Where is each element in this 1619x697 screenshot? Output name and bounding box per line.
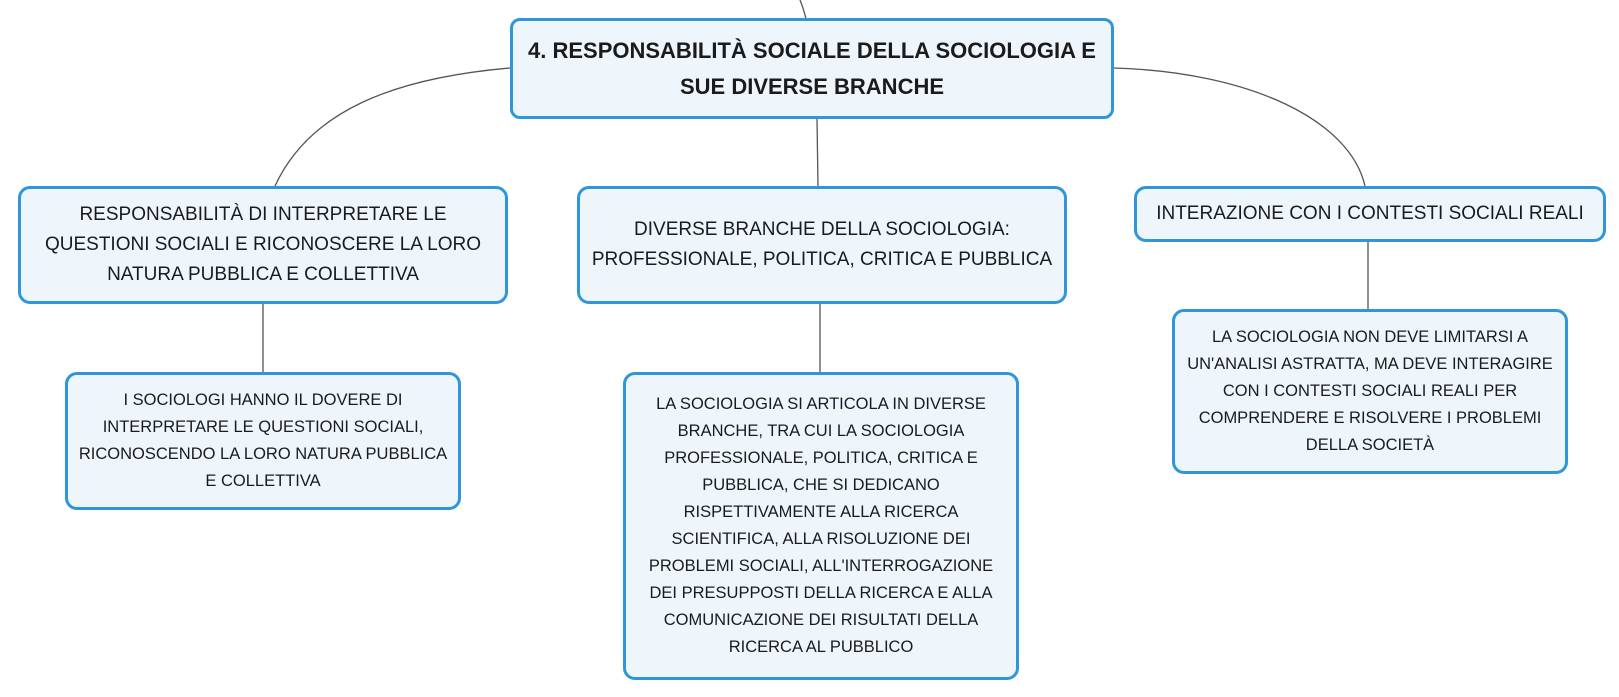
leaf-node-branches-detail[interactable] xyxy=(623,372,1019,680)
branch-node-interpretation[interactable] xyxy=(18,186,508,304)
connector-root-to-left-branch xyxy=(275,68,510,186)
branch-node-branches[interactable] xyxy=(577,186,1067,304)
leaf-text: LA SOCIOLOGIA NON DEVE LIMITARSI A UN'ANALISI ASTRATTA, MA DEVE INTERAGIRE CON I CONTESTI SOCIALI REALI PER COMPRENDERE E RISOLVERE I PROBLEMI DELLA SOCIETÀ xyxy=(1187,328,1553,454)
root-topic-node[interactable] xyxy=(510,18,1114,119)
branch-text: DIVERSE BRANCHE DELLA SOCIOLOGIA: PROFESSIONALE, POLITICA, CRITICA E PUBBLICA xyxy=(591,219,1053,270)
connector-root-to-mid-branch xyxy=(817,119,818,186)
connector-incoming xyxy=(800,0,806,19)
leaf-node-interaction-detail[interactable] xyxy=(1172,309,1568,474)
root-topic-text: 4. RESPONSABILITÀ SOCIALE DELLA SOCIOLOGIA E SUE DIVERSE BRANCHE xyxy=(528,37,1096,99)
branch-text: INTERAZIONE CON I CONTESTI SOCIALI REALI xyxy=(1156,203,1584,224)
connector-root-to-right-branch xyxy=(1114,68,1365,186)
branch-text: RESPONSABILITÀ DI INTERPRETARE LE QUESTIONI SOCIALI E RICONOSCERE LA LORO NATURA PUBBLICA E COLLETTIVA xyxy=(44,204,482,285)
leaf-text: LA SOCIOLOGIA SI ARTICOLA IN DIVERSE BRANCHE, TRA CUI LA SOCIOLOGIA PROFESSIONALE, POLITICA, CRITICA E PUBBLICA, CHE SI DEDICANO RISPETTIVAMENTE ALLA RICERCA SCIENTIFICA, ALLA RISOLUZIONE DEI PROBLEMI SOCIALI, ALL'INTERROGAZIONE DEI PRESUPPOSTI DELLA RICERCA E ALLA COMUNICAZIONE DEI RISULTATI DELLA RICERCA AL PUBBLICO xyxy=(648,395,994,656)
leaf-text: I SOCIOLOGI HANNO IL DOVERE DI INTERPRETARE LE QUESTIONI SOCIALI, RICONOSCENDO LA LORO NATURA PUBBLICA E COLLETTIVA xyxy=(78,391,448,490)
branch-node-interaction[interactable] xyxy=(1134,186,1606,242)
leaf-node-interpretation-detail[interactable] xyxy=(65,372,461,510)
